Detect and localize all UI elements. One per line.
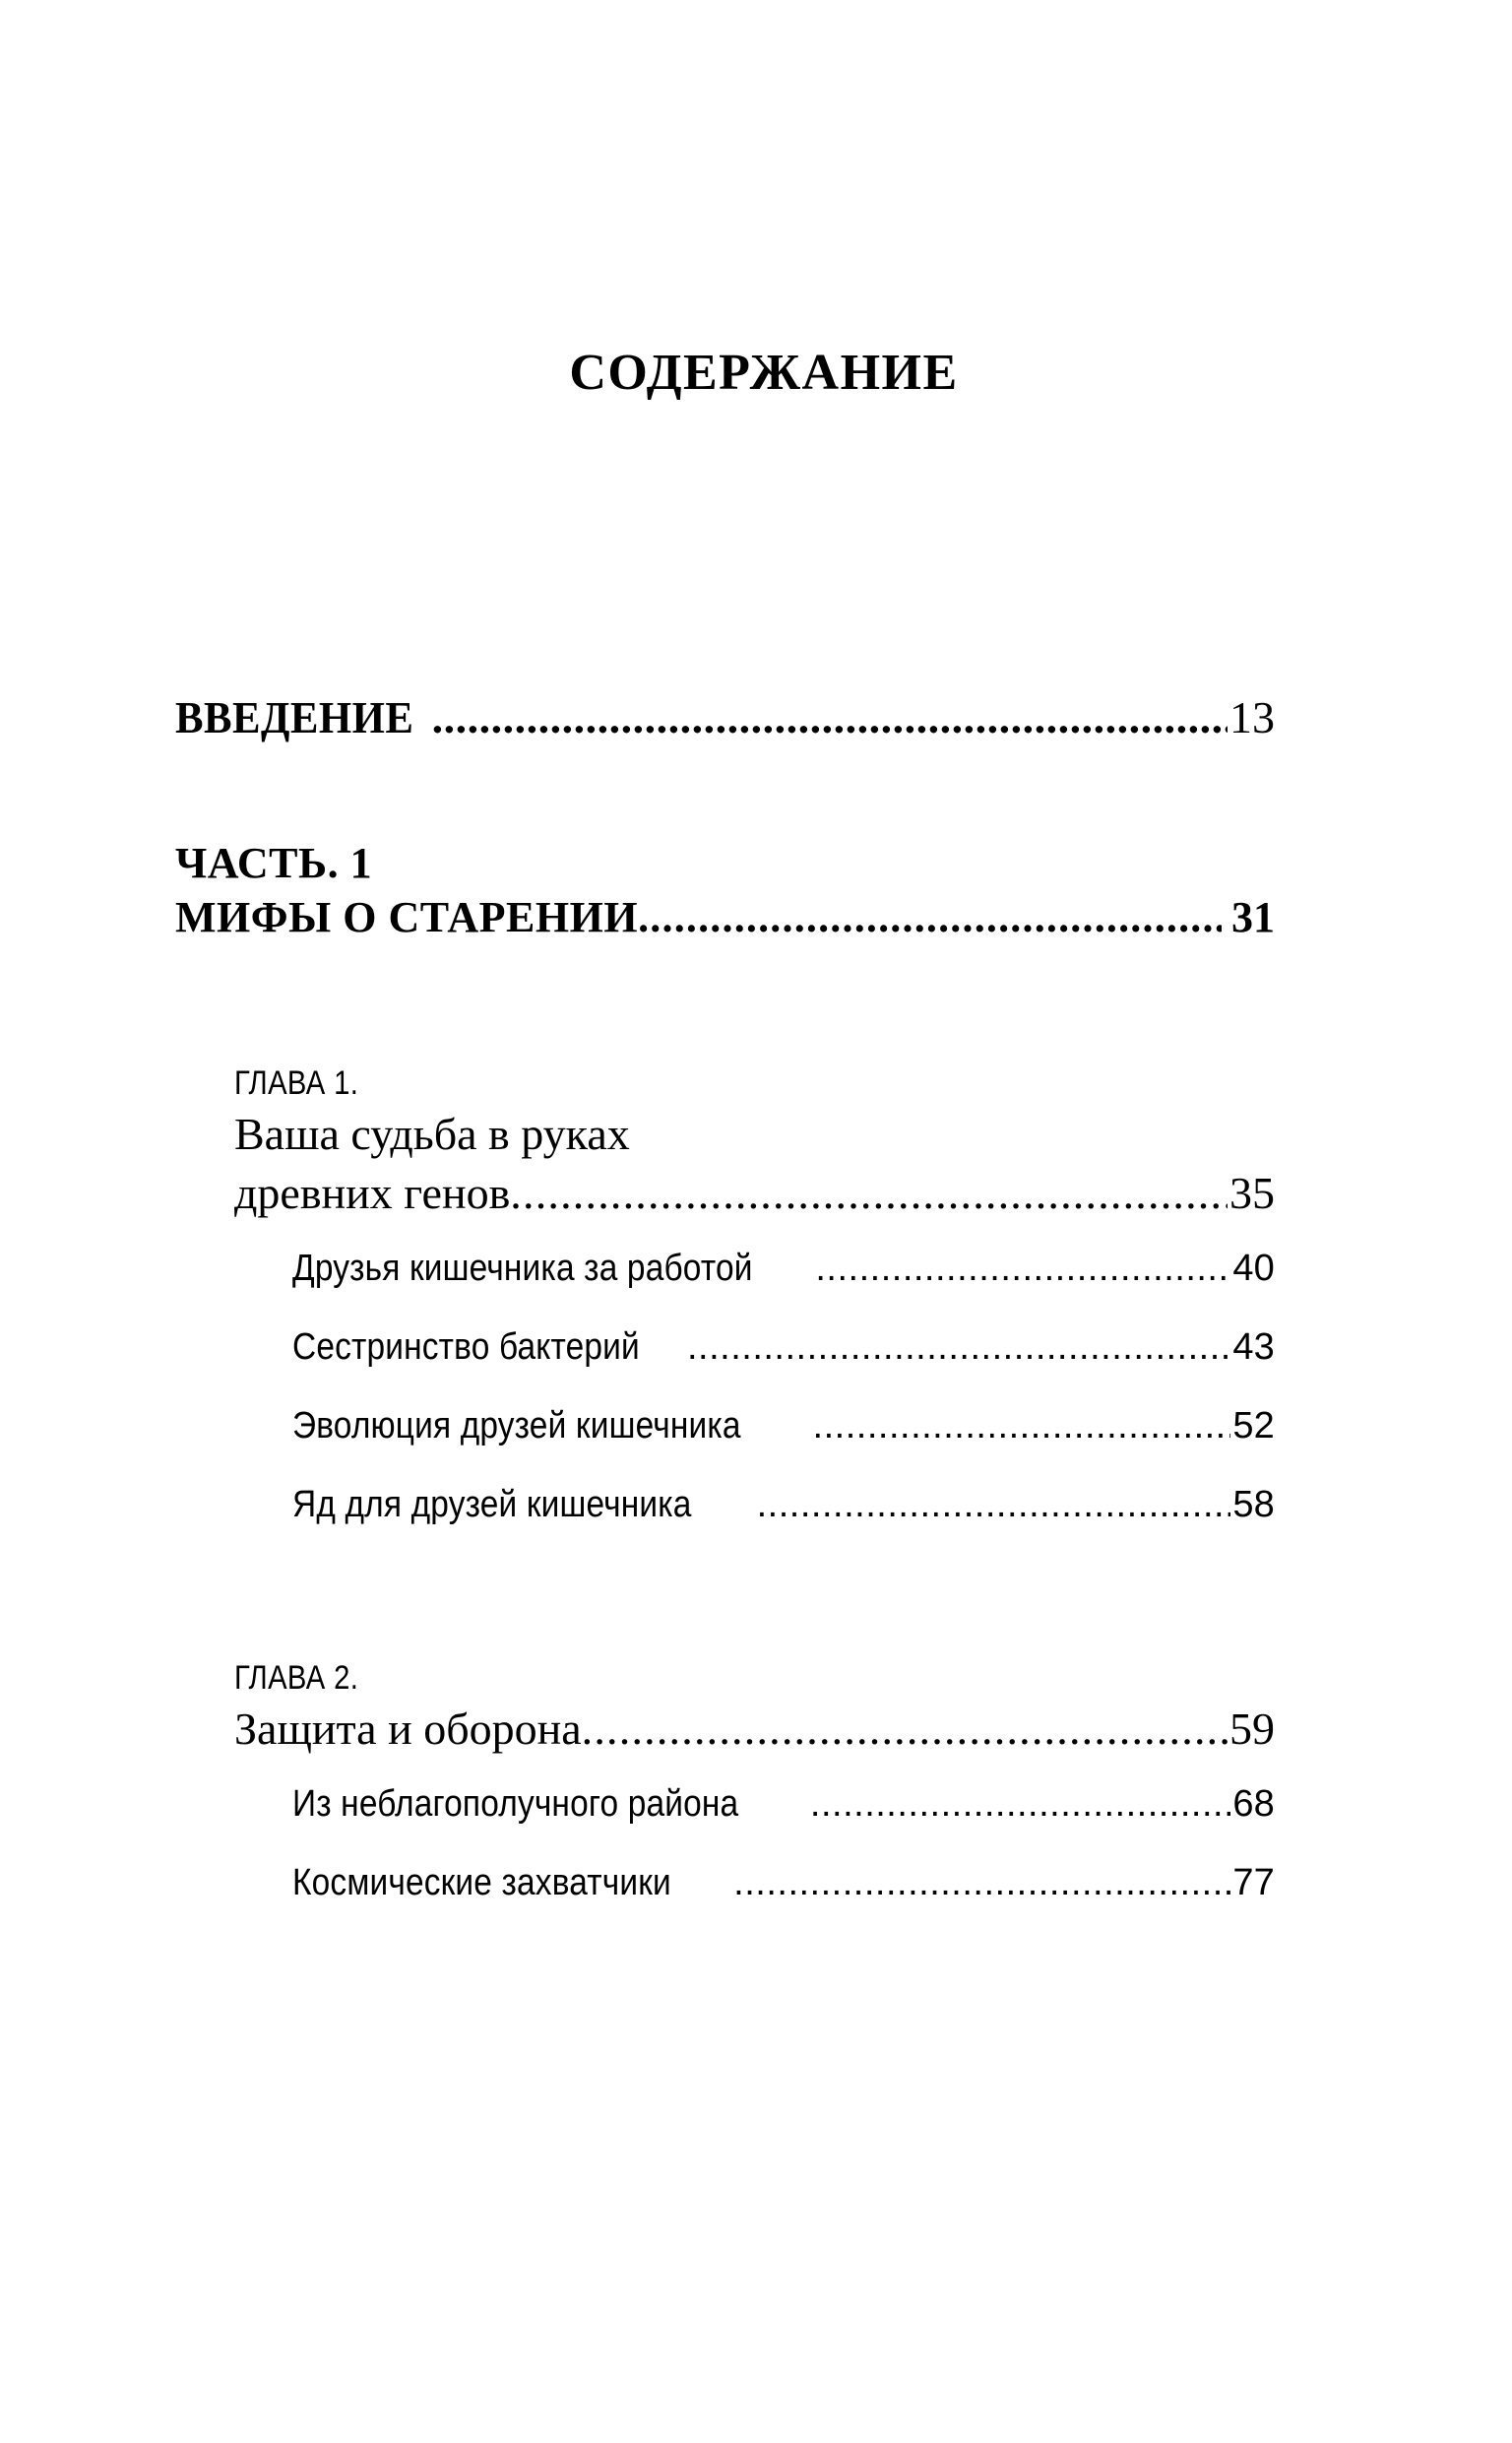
toc-entry-label: МИФЫ О СТАРЕНИИ (175, 893, 639, 941)
dot-leader (687, 1323, 1230, 1371)
toc-entry-section[interactable] (292, 1402, 1275, 1449)
toc-entry-page-number: 59 (1229, 1704, 1275, 1754)
toc-entry-part-title[interactable] (175, 890, 1275, 945)
toc-entry-page-number: 13 (1229, 692, 1275, 742)
toc-entry-chapter-1[interactable] (234, 1164, 1275, 1223)
dot-leader (813, 1402, 1231, 1449)
dot-leader (733, 1859, 1230, 1906)
toc-entry-section[interactable] (292, 1481, 1275, 1528)
dot-leader (810, 1780, 1230, 1828)
toc-entry-page-number: 77 (1232, 1862, 1275, 1903)
dot-leader (815, 1245, 1230, 1292)
toc-entry-page-number: 52 (1232, 1405, 1275, 1447)
toc-entry-page-number: 58 (1232, 1484, 1275, 1525)
toc-entry-page-number: 35 (1229, 1168, 1275, 1218)
toc-entry-label: Сестринство бактерий (292, 1326, 640, 1368)
toc-entry-label: Яд для друзей кишечника (292, 1484, 702, 1525)
toc-entry-page-number: 31 (1231, 893, 1275, 941)
toc-entry-introduction[interactable] (175, 689, 1275, 746)
toc-chapter-2 (234, 1656, 1275, 1906)
toc-entry-label: древних генов (234, 1168, 511, 1218)
toc-entry-label: Эволюция друзей кишечника (292, 1405, 751, 1447)
toc-section-list (292, 1245, 1275, 1528)
toc-chapter-title-line-1: Ваша судьба в руках (234, 1109, 630, 1159)
dot-leader (638, 890, 1222, 945)
toc-entry-label: Защита и оборона (234, 1704, 582, 1754)
toc-entry-page-number: 40 (1232, 1248, 1275, 1289)
toc-part-1 (175, 837, 1275, 945)
toc-entry-chapter-2[interactable] (234, 1700, 1275, 1759)
table-of-contents (175, 689, 1275, 1906)
toc-chapter-kicker: ГЛАВА 2. (234, 1659, 359, 1697)
toc-chapter-1 (234, 1061, 1275, 1528)
toc-part-kicker: ЧАСТЬ. 1 (175, 839, 373, 887)
page-title: СОДЕРЖАНИЕ (569, 344, 959, 401)
toc-entry-section[interactable] (292, 1323, 1275, 1371)
toc-entry-label: Друзья кишечника за работой (292, 1248, 753, 1289)
toc-entry-section[interactable] (292, 1780, 1275, 1828)
toc-entry-page-number: 43 (1232, 1326, 1275, 1368)
toc-entry-page-number: 68 (1232, 1783, 1275, 1825)
toc-entry-section[interactable] (292, 1245, 1275, 1292)
dot-leader (757, 1481, 1231, 1528)
toc-chapter-kicker: ГЛАВА 1. (234, 1064, 359, 1102)
dot-leader (510, 1164, 1228, 1223)
toc-entry-label: ВВЕДЕНИЕ (175, 692, 414, 742)
dot-leader (432, 689, 1228, 746)
toc-entry-label: Из неблагополучного района (292, 1783, 748, 1825)
toc-entry-section[interactable] (292, 1859, 1275, 1906)
dot-leader (582, 1700, 1228, 1759)
toc-section-list (292, 1780, 1275, 1906)
toc-entry-label: Космические захватчики (292, 1862, 681, 1903)
